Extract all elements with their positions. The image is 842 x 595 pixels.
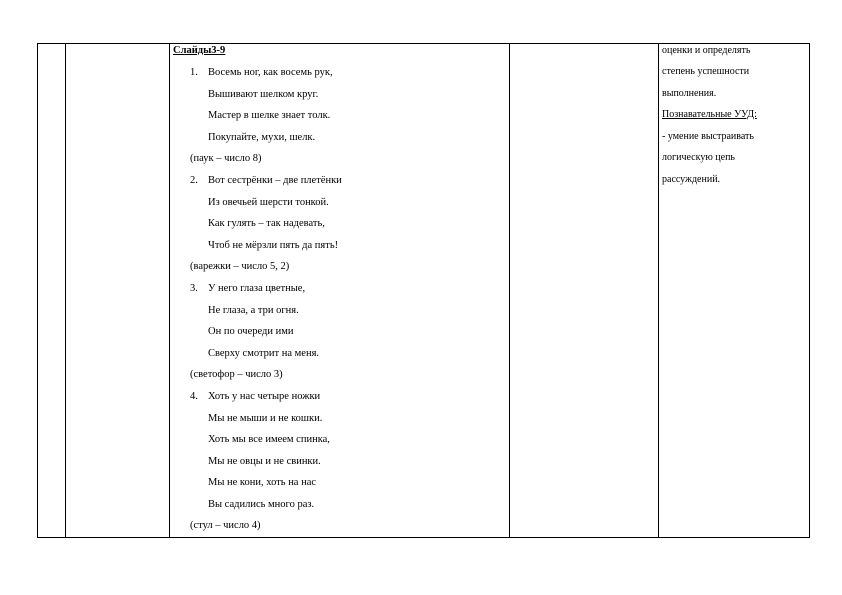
table-cell-4 <box>510 44 659 538</box>
riddles-content <box>170 44 509 537</box>
riddle-2-first-line <box>170 170 509 192</box>
riddle-line: Мы не овцы и не свинки. <box>208 455 321 467</box>
riddle-number: 3. <box>190 282 198 294</box>
riddle-line: Хоть у нас четыре ножки <box>208 390 321 402</box>
riddle-line: Мы не мыши и не кошки. <box>208 412 323 424</box>
table-row <box>38 44 810 538</box>
riddle-number: 2. <box>190 174 198 186</box>
riddle-line: Вот сестрёнки – две плетёнки <box>208 174 342 186</box>
notes-heading: Познавательные УУД: <box>662 109 757 120</box>
riddle-line: Не глаза, а три огня. <box>208 304 299 316</box>
riddle-line: У него глаза цветные, <box>208 282 306 294</box>
riddle-answer: (стул – число 4) <box>190 520 261 532</box>
riddle-number: 4. <box>190 390 198 402</box>
notes-line: рассуждений. <box>662 173 721 185</box>
riddle-1-first-line <box>170 62 509 84</box>
notes-line: - умение выстраивать <box>662 130 754 142</box>
riddle-line: Покупайте, мухи, шелк. <box>208 131 316 143</box>
table-cell-2 <box>66 44 170 538</box>
table-cell-notes <box>659 44 810 538</box>
riddle-line: Хоть мы все имеем спинка, <box>208 434 330 446</box>
riddle-line: Как гулять – так надевать, <box>208 218 325 230</box>
notes-content <box>659 44 809 190</box>
riddle-line: Вы садились много раз. <box>208 498 315 510</box>
lesson-table <box>37 43 810 538</box>
notes-line: выполнения. <box>662 87 717 99</box>
table-cell-riddles <box>170 44 510 538</box>
riddle-answer: (варежки – число 5, 2) <box>190 261 290 273</box>
riddle-line: Чтоб не мёрзли пять да пять! <box>208 239 339 251</box>
notes-line: степень успешности <box>662 66 750 77</box>
riddle-line: Сверху смотрит на меня. <box>208 347 320 359</box>
riddle-answer: (паук – число 8) <box>190 153 262 165</box>
riddle-line: Мы не кони, хоть на нас <box>208 477 317 489</box>
slide-heading: Слайды3-9 <box>173 45 226 56</box>
riddle-line: Из овечьей шерсти тонкой. <box>208 196 329 208</box>
riddle-answer: (светофор – число 3) <box>190 369 283 381</box>
riddle-line: Вышивают шелком круг. <box>208 88 319 100</box>
riddle-line: Восемь ног, как восемь рук, <box>208 67 333 78</box>
riddle-3-first-line <box>170 278 509 300</box>
riddle-4-first-line <box>170 386 509 408</box>
riddle-line: Мастер в шелке знает толк. <box>208 110 331 122</box>
riddle-line: Он по очереди ими <box>208 326 294 338</box>
notes-line: логическую цепь <box>662 152 735 163</box>
notes-line: оценки и определять <box>662 45 751 56</box>
riddle-number: 1. <box>190 67 198 78</box>
table-cell-1 <box>38 44 66 538</box>
